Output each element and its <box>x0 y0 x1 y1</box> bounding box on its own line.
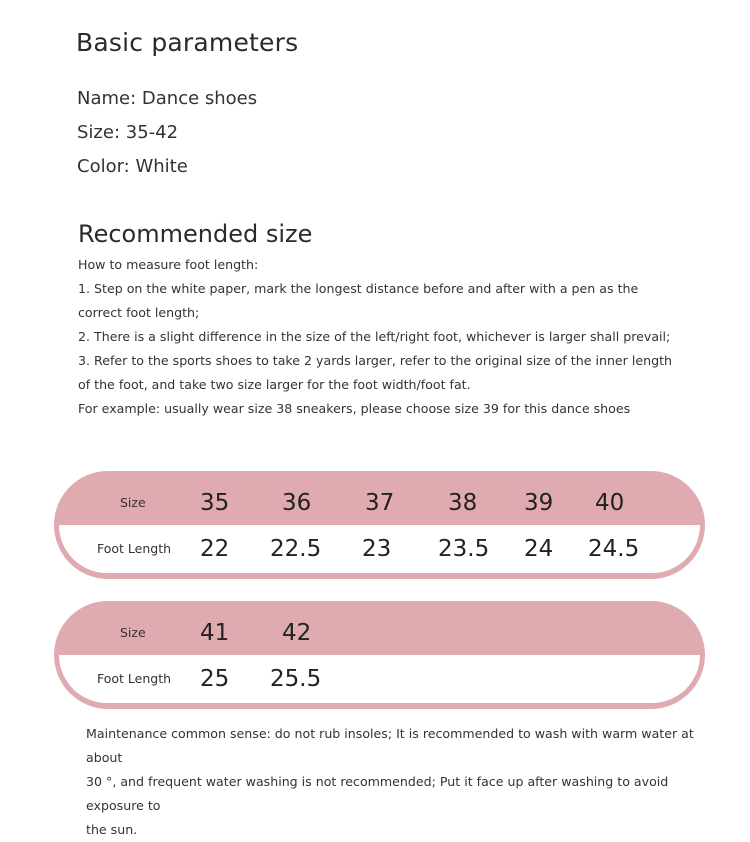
instruction-line: How to measure foot length: <box>78 257 259 272</box>
size-label: Size <box>120 495 146 510</box>
product-size-range: Size: 35-42 <box>77 122 179 143</box>
foot-length-value: 24.5 <box>588 536 640 562</box>
foot-length-value: 24 <box>524 536 554 562</box>
size-table-1 <box>54 471 705 579</box>
size-value: 35 <box>200 490 230 516</box>
instruction-line: of the foot, and take two size larger for the foot width/foot fat. <box>78 377 471 392</box>
foot-length-value: 23 <box>362 536 392 562</box>
size-value: 39 <box>524 490 554 516</box>
foot-length-value: 22 <box>200 536 230 562</box>
product-color: Color: White <box>77 156 188 177</box>
foot-length-label: Foot Length <box>97 671 172 686</box>
maintenance-line: Maintenance common sense: do not rub insoles; It is recommended to wash with warm water at about <box>86 726 694 765</box>
size-label: Size <box>120 625 146 640</box>
size-value: 38 <box>448 490 478 516</box>
size-value: 41 <box>200 620 230 646</box>
size-value: 37 <box>365 490 395 516</box>
maintenance-line: 30 °, and frequent water washing is not recommended; Put it face up after washing to avoid exposure to <box>86 774 669 813</box>
instruction-line: 3. Refer to the sports shoes to take 2 yards larger, refer to the original size of the inner length <box>78 353 673 368</box>
product-name: Name: Dance shoes <box>77 88 258 109</box>
foot-length-value: 22.5 <box>270 536 322 562</box>
maintenance-line: the sun. <box>86 822 138 837</box>
foot-length-label: Foot Length <box>97 541 172 556</box>
foot-length-value: 25.5 <box>270 666 322 692</box>
instruction-line: 2. There is a slight difference in the size of the left/right foot, whichever is larger shall prevail; <box>78 329 671 344</box>
foot-length-value: 25 <box>200 666 230 692</box>
size-value: 42 <box>282 620 312 646</box>
size-value: 36 <box>282 490 312 516</box>
foot-length-value: 23.5 <box>438 536 490 562</box>
basic-parameters-heading: Basic parameters <box>76 28 299 57</box>
instruction-line: correct foot length; <box>78 305 200 320</box>
maintenance-note <box>86 722 696 842</box>
recommended-size-heading: Recommended size <box>78 220 313 248</box>
size-table-2 <box>54 601 705 709</box>
instruction-example: For example: usually wear size 38 sneakers, please choose size 39 for this dance shoes <box>78 401 631 416</box>
size-value: 40 <box>595 490 625 516</box>
instruction-line: 1. Step on the white paper, mark the longest distance before and after with a pen as the <box>78 281 639 296</box>
